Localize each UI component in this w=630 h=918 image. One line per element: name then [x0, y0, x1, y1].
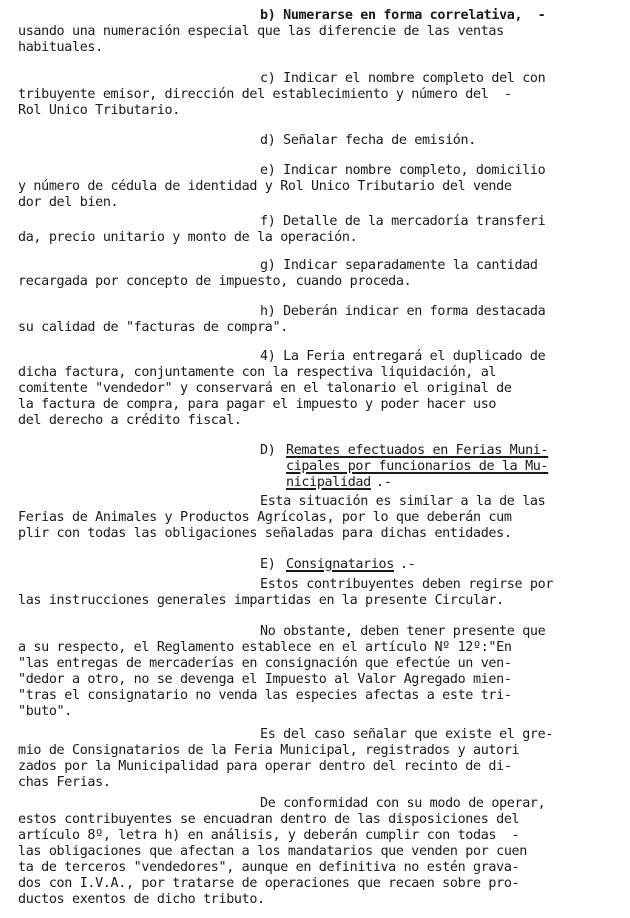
section-heading-line: nicipalidad [286, 475, 371, 490]
text-line: Ferias de Animales y Productos Agrícolas, por lo que deberán cum [18, 510, 512, 525]
text-line: la factura de compra, para pagar el impuesto y poder hacer uso [18, 397, 497, 412]
text-line: c) Indicar el nombre completo del con [260, 71, 546, 86]
text-line: No obstante, deben tener presente que [260, 624, 546, 639]
text-line: dos con I.V.A., por tratarse de operaciones que recaen sobre pro- [18, 876, 520, 891]
text-line: las obligaciones que afectan a los mandatarios que venden por cuen [18, 844, 527, 859]
text-line: recargada por concepto de impuesto, cuando proceda. [18, 274, 412, 289]
text-line: zados por la Municipalidad para operar dentro del recinto de di- [18, 759, 512, 774]
text-line: comitente "vendedor" y conservará en el talonario el original de [18, 381, 512, 396]
section-heading-line: Consignatarios [286, 557, 394, 572]
text-line: tribuyente emisor, dirección del establecimiento y número del - [18, 87, 512, 102]
text-line: a su respecto, el Reglamento establece en el artículo Nº 12º:"En [18, 640, 512, 655]
text-line: 4) La Feria entregará el duplicado de [260, 349, 546, 364]
text-line: .- [400, 557, 416, 572]
text-line: h) Deberán indicar en forma destacada [260, 304, 546, 319]
text-line: d) Señalar fecha de emisión. [260, 133, 476, 148]
text-line: da, precio unitario y monto de la operación. [18, 230, 358, 245]
text-line: las instrucciones generales impartidas en la presente Circular. [18, 593, 504, 608]
text-line: ta de terceros "vendedores", aunque en definitiva no estén grava- [18, 860, 520, 875]
text-line: b) Numerarse en forma correlativa, - [260, 8, 546, 23]
text-line: y número de cédula de identidad y Rol Unico Tributario del vende [18, 179, 512, 194]
text-line: g) Indicar separadamente la cantidad [260, 258, 538, 273]
text-line: "buto". [18, 704, 72, 719]
text-line: artículo 8º, letra h) en análisis, y deberán cumplir con todas - [18, 828, 520, 843]
text-line: dicha factura, conjuntamente con la respectiva liquidación, al [18, 365, 497, 380]
text-line: plir con todas las obligaciones señaladas para dichas entidades. [18, 526, 512, 541]
text-line: usando una numeración especial que las diferencie de las ventas [18, 24, 504, 39]
text-line: habituales. [18, 40, 103, 55]
text-line: .- [376, 475, 392, 490]
text-line: su calidad de "facturas de compra". [18, 320, 288, 335]
text-line: mio de Consignatarios de la Feria Municipal, registrados y autori [18, 743, 520, 758]
text-line: "dedor a otro, no se devenga el Impuesto al Valor Agregado mien- [18, 672, 512, 687]
text-line: De conformidad con su modo de operar, [260, 796, 546, 811]
text-line: f) Detalle de la mercadoría transferi [260, 214, 546, 229]
text-line: D) [260, 443, 284, 458]
text-line: Esta situación es similar a la de las [260, 494, 546, 509]
text-line: chas Ferias. [18, 775, 111, 790]
text-line: Es del caso señalar que existe el gre- [260, 727, 554, 742]
text-line: Estos contribuyentes deben regirse por [260, 577, 554, 592]
text-line: "tras el consignatario no venda las especies afectas a este tri- [18, 688, 512, 703]
text-line: Rol Unico Tributario. [18, 103, 180, 118]
section-heading-line: cipales por funcionarios de la Mu- [286, 459, 549, 474]
text-line: dor del bien. [18, 195, 119, 210]
text-line: "las entregas de mercaderías en consignación que efectúe un ven- [18, 656, 512, 671]
text-line: E) [260, 557, 284, 572]
text-line: ductos exentos de dicho tributo. [18, 892, 265, 907]
text-line: e) Indicar nombre completo, domicilio [260, 163, 546, 178]
section-heading-line: Remates efectuados en Ferias Muni- [286, 443, 549, 458]
text-line: del derecho a crédito fiscal. [18, 413, 242, 428]
text-line: estos contribuyentes se encuadran dentro de las disposiciones del [18, 812, 520, 827]
